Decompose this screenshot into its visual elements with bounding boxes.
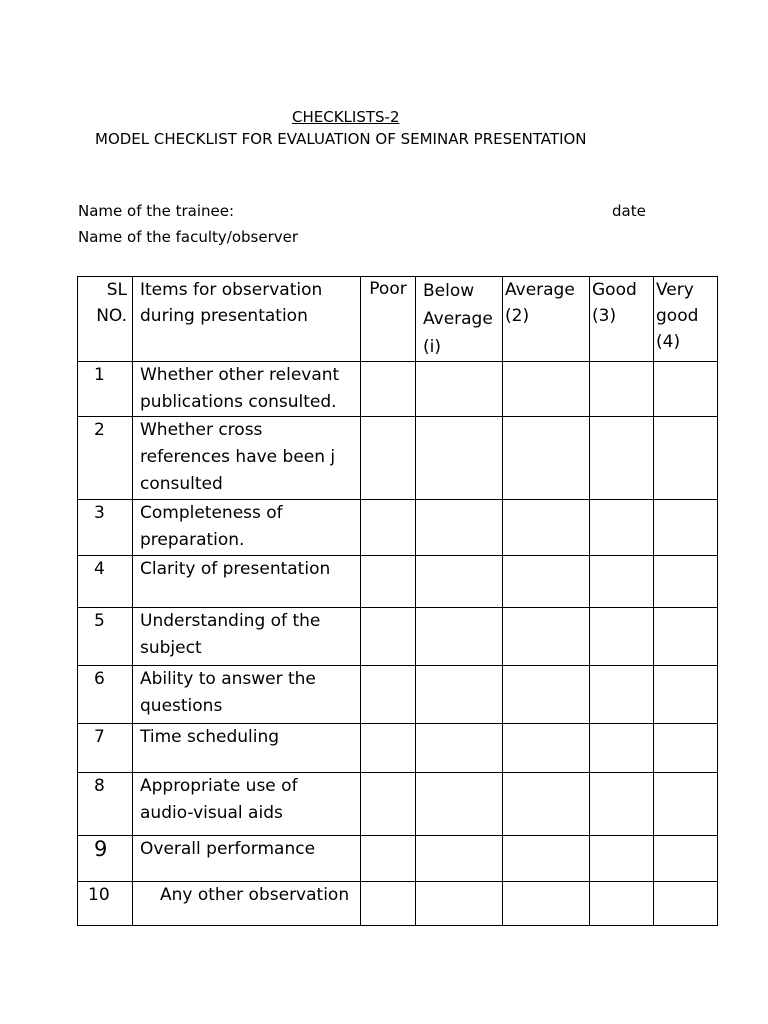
rating-cell-average[interactable] <box>503 556 590 608</box>
rating-cell-very-good[interactable] <box>654 500 718 556</box>
sl-cell: 2 <box>78 417 133 500</box>
table-row <box>78 417 718 500</box>
below-average-header <box>416 277 503 362</box>
item-line: Any other observation <box>160 885 350 905</box>
table-header-row <box>78 277 718 362</box>
rating-cell-very-good[interactable] <box>654 608 718 666</box>
sl-header-line: SL <box>106 280 127 300</box>
table-row <box>78 773 718 836</box>
item-line: preparation. <box>140 530 245 550</box>
average-header-line: Average <box>505 280 575 300</box>
sl-cell: 1 <box>78 362 133 417</box>
below-average-header-line: Average <box>423 309 493 329</box>
sl-cell: 5 <box>78 608 133 666</box>
rating-cell-good[interactable] <box>590 608 654 666</box>
item-cell <box>133 836 361 882</box>
table-row <box>78 882 718 926</box>
rating-cell-good[interactable] <box>590 556 654 608</box>
item-line: Appropriate use of <box>140 776 298 796</box>
rating-cell-poor[interactable] <box>361 608 416 666</box>
rating-cell-poor[interactable] <box>361 417 416 500</box>
faculty-observer-label: Name of the faculty/observer <box>78 228 299 246</box>
rating-cell-average[interactable] <box>503 724 590 773</box>
rating-cell-poor[interactable] <box>361 500 416 556</box>
item-cell <box>133 666 361 724</box>
rating-cell-very-good[interactable] <box>654 724 718 773</box>
item-line: Ability to answer the <box>140 669 316 689</box>
sl-cell: 7 <box>78 724 133 773</box>
sl-cell: 6 <box>78 666 133 724</box>
items-header-line: during presentation <box>140 306 308 326</box>
poor-header <box>361 277 416 362</box>
table-row <box>78 362 718 417</box>
item-cell <box>133 724 361 773</box>
rating-cell-below-average[interactable] <box>416 773 503 836</box>
rating-cell-below-average[interactable] <box>416 556 503 608</box>
item-cell <box>133 362 361 417</box>
sl-cell: 3 <box>78 500 133 556</box>
table-row <box>78 556 718 608</box>
very-good-header-line: good <box>656 306 699 326</box>
rating-cell-very-good[interactable] <box>654 773 718 836</box>
rating-cell-below-average[interactable] <box>416 417 503 500</box>
very-good-header-line: (4) <box>656 332 681 352</box>
rating-cell-average[interactable] <box>503 500 590 556</box>
rating-cell-below-average[interactable] <box>416 666 503 724</box>
good-header <box>590 277 654 362</box>
very-good-header <box>654 277 718 362</box>
rating-cell-average[interactable] <box>503 773 590 836</box>
items-header-line: Items for observation <box>140 280 323 300</box>
rating-cell-good[interactable] <box>590 773 654 836</box>
table-row <box>78 500 718 556</box>
item-line: Whether cross <box>140 420 263 440</box>
item-line: questions <box>140 696 223 716</box>
item-cell <box>133 773 361 836</box>
good-header-line: (3) <box>592 306 617 326</box>
item-line: Whether other relevant <box>140 365 340 385</box>
item-line: audio-visual aids <box>140 803 283 823</box>
rating-cell-average[interactable] <box>503 836 590 882</box>
rating-cell-poor[interactable] <box>361 882 416 926</box>
rating-cell-poor[interactable] <box>361 362 416 417</box>
trainee-name-label: Name of the trainee: <box>78 202 235 220</box>
sl-header-line: NO. <box>96 306 127 326</box>
rating-cell-average[interactable] <box>503 882 590 926</box>
table-row <box>78 666 718 724</box>
document-title: CHECKLISTS-2 <box>292 108 400 126</box>
rating-cell-below-average[interactable] <box>416 362 503 417</box>
item-line: Time scheduling <box>140 727 280 747</box>
items-header <box>133 277 361 362</box>
item-line: consulted <box>140 474 223 494</box>
average-header-line: (2) <box>505 306 530 326</box>
date-label: date <box>612 202 646 220</box>
evaluation-checklist-table <box>77 276 718 926</box>
item-cell <box>133 500 361 556</box>
table-row <box>78 608 718 666</box>
table-row <box>78 724 718 773</box>
item-line: Understanding of the <box>140 611 321 631</box>
item-line: Clarity of presentation <box>140 559 331 579</box>
rating-cell-average[interactable] <box>503 608 590 666</box>
rating-cell-good[interactable] <box>590 362 654 417</box>
rating-cell-average[interactable] <box>503 417 590 500</box>
good-header-line: Good <box>592 280 637 300</box>
rating-cell-good[interactable] <box>590 836 654 882</box>
item-line: publications consulted. <box>140 392 337 412</box>
rating-cell-below-average[interactable] <box>416 500 503 556</box>
rating-cell-average[interactable] <box>503 666 590 724</box>
rating-cell-below-average[interactable] <box>416 608 503 666</box>
rating-cell-poor[interactable] <box>361 836 416 882</box>
item-cell <box>133 608 361 666</box>
rating-cell-good[interactable] <box>590 417 654 500</box>
rating-cell-below-average[interactable] <box>416 724 503 773</box>
below-average-header-line: Below <box>423 281 475 301</box>
document-subtitle: MODEL CHECKLIST FOR EVALUATION OF SEMINAR PRESENTATION <box>95 130 587 148</box>
sl-cell: 10 <box>78 882 133 926</box>
rating-cell-average[interactable] <box>503 362 590 417</box>
rating-cell-poor[interactable] <box>361 773 416 836</box>
item-cell <box>133 417 361 500</box>
rating-cell-very-good[interactable] <box>654 836 718 882</box>
rating-cell-below-average[interactable] <box>416 882 503 926</box>
rating-cell-poor[interactable] <box>361 556 416 608</box>
rating-cell-poor[interactable] <box>361 724 416 773</box>
rating-cell-good[interactable] <box>590 882 654 926</box>
rating-cell-below-average[interactable] <box>416 836 503 882</box>
sl-no-header <box>78 277 133 362</box>
rating-cell-very-good[interactable] <box>654 666 718 724</box>
rating-cell-poor[interactable] <box>361 666 416 724</box>
item-cell <box>133 882 361 926</box>
rating-cell-good[interactable] <box>590 500 654 556</box>
poor-header-label: Poor <box>369 279 407 299</box>
sl-cell: 9 <box>78 836 133 882</box>
sl-cell: 4 <box>78 556 133 608</box>
rating-cell-very-good[interactable] <box>654 362 718 417</box>
rating-cell-very-good[interactable] <box>654 417 718 500</box>
table-row <box>78 836 718 882</box>
rating-cell-good[interactable] <box>590 666 654 724</box>
rating-cell-good[interactable] <box>590 724 654 773</box>
item-line: subject <box>140 638 202 658</box>
item-line: Completeness of <box>140 503 283 523</box>
item-cell <box>133 556 361 608</box>
average-header <box>503 277 590 362</box>
item-line: Overall performance <box>140 839 316 859</box>
rating-cell-very-good[interactable] <box>654 556 718 608</box>
very-good-header-line: Very <box>656 280 694 300</box>
below-average-header-line: (i) <box>423 337 441 357</box>
sl-cell: 8 <box>78 773 133 836</box>
item-line: references have been j <box>140 447 336 467</box>
rating-cell-very-good[interactable] <box>654 882 718 926</box>
